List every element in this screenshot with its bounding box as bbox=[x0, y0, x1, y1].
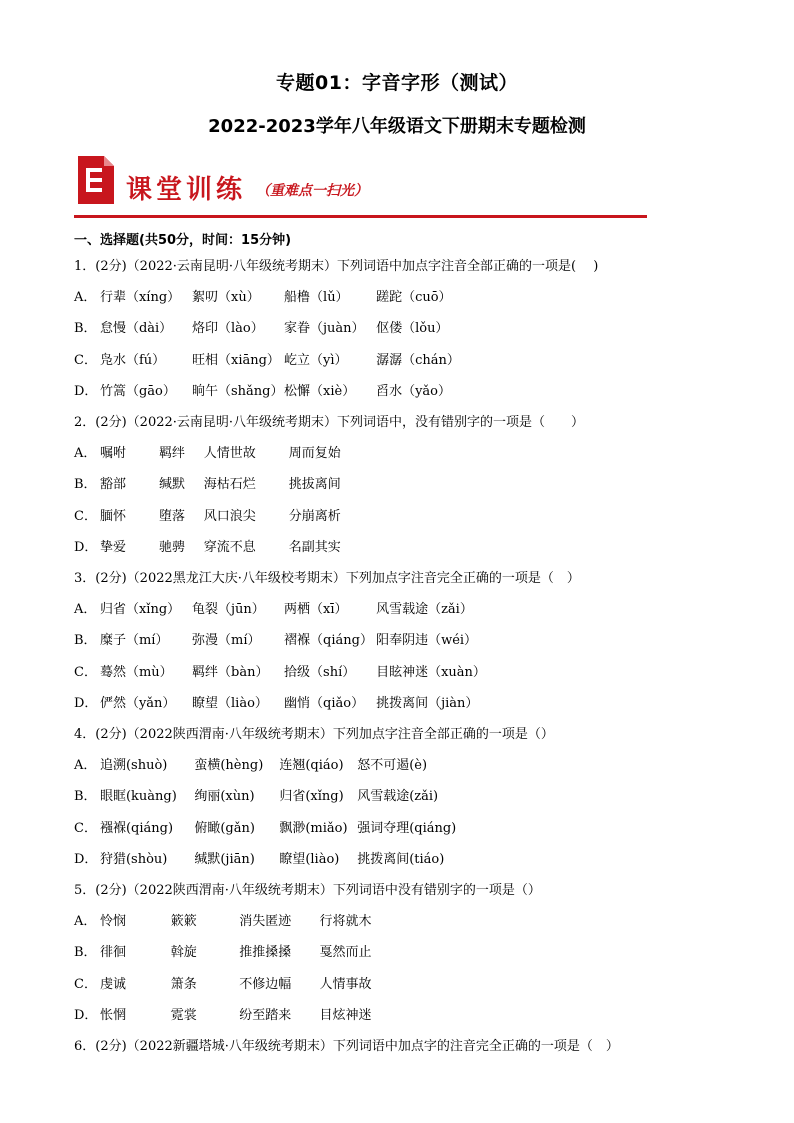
option-term: 家眷（juàn） bbox=[284, 321, 365, 337]
banner bbox=[74, 152, 654, 222]
option-term: 潺潺（chán） bbox=[376, 352, 460, 368]
question-stem: 1．(2分)（2022·云南昆明·八年级统考期末）下列词语中加点字注音全部正确的一项是( ) bbox=[74, 259, 599, 274]
option-term: 两栖（xī） bbox=[284, 602, 348, 618]
option-term: 挑拨离间(tiáo) bbox=[357, 851, 445, 867]
option-term: 推推搡搡 bbox=[239, 945, 292, 961]
option-term: 行将就木 bbox=[319, 914, 372, 930]
option-label: B． bbox=[74, 477, 97, 493]
option-term: 归省（xǐng） bbox=[99, 602, 181, 618]
option-term: 箫条 bbox=[170, 976, 197, 992]
option-term: 羁绊 bbox=[158, 446, 185, 462]
option-label: C． bbox=[74, 508, 97, 524]
option-term: 凫水（fú） bbox=[99, 352, 166, 368]
option-term: 挑拔离间 bbox=[288, 477, 341, 493]
option-term: 船橹（lǔ） bbox=[284, 290, 349, 306]
option-term: 归省(xǐng) bbox=[279, 789, 344, 805]
option-term: 弥漫（mí） bbox=[192, 633, 261, 649]
document-icon bbox=[74, 152, 118, 208]
option-term: 霓裳 bbox=[170, 1007, 197, 1023]
option-term: 纷至踏来 bbox=[239, 1007, 292, 1023]
option-label: A． bbox=[74, 602, 97, 618]
option-term: 舀水（yǎo） bbox=[376, 383, 451, 399]
question-stem: 5．(2分)（2022陕西渭南·八年级统考期末）下列词语中没有错别字的一项是（） bbox=[74, 883, 541, 898]
option-label: B． bbox=[74, 789, 97, 805]
option-term: 风口浪尖 bbox=[203, 508, 256, 524]
option-term: 强词夺理(qiáng) bbox=[357, 820, 457, 836]
option-term: 徘徊 bbox=[99, 945, 126, 961]
page-title: 专题01：字音字形（测试） bbox=[276, 72, 518, 94]
option-term: 斡旋 bbox=[170, 945, 197, 961]
option-term: 旺相（xiāng） bbox=[192, 352, 280, 368]
option-term: 竹篙（gāo） bbox=[99, 383, 176, 399]
option-term: 目炫神迷 bbox=[319, 1007, 372, 1023]
option-label: B． bbox=[74, 945, 97, 961]
option-term: 阳奉阴违（wéi） bbox=[376, 633, 478, 649]
question-stem: 3．(2分)（2022黑龙江大庆·八年级校考期末）下列加点字注音完全正确的一项是（ ） bbox=[74, 571, 580, 586]
banner-subtitle: （重难点一扫光） bbox=[256, 183, 368, 199]
question-stem: 4．(2分)（2022陕西渭南·八年级统考期末）下列加点字注音全部正确的一项是（） bbox=[74, 727, 554, 742]
option-term: 戛然而止 bbox=[319, 945, 372, 961]
option-term: 瞭望（liào） bbox=[192, 695, 268, 711]
option-term: 俯瞰(gǎn) bbox=[194, 820, 255, 836]
option-term: 怜悯 bbox=[99, 914, 126, 930]
option-term: 羁绊（bàn） bbox=[192, 664, 269, 680]
option-label: D． bbox=[74, 1007, 98, 1023]
option-term: 目眩神迷（xuàn） bbox=[376, 664, 486, 680]
option-term: 分崩离析 bbox=[288, 508, 341, 524]
option-term: 嘱咐 bbox=[99, 446, 126, 462]
option-term: 蛮横(hèng) bbox=[194, 758, 264, 774]
option-term: 豁部 bbox=[99, 477, 126, 493]
option-term: 消失匿迹 bbox=[239, 914, 292, 930]
banner-title: 课堂训练 bbox=[126, 175, 247, 205]
option-term: 连翘(qiáo) bbox=[279, 758, 344, 774]
option-term: 俨然（yǎn） bbox=[99, 695, 176, 711]
page-subtitle: 2022-2023学年八年级语文下册期末专题检测 bbox=[208, 116, 586, 137]
question-stem: 2．(2分)（2022·云南昆明·八年级统考期末）下列词语中，没有错别字的一项是（ ） bbox=[74, 415, 585, 430]
option-term: 虔诚 bbox=[99, 976, 126, 992]
option-term: 海枯石烂 bbox=[203, 477, 256, 493]
option-term: 缄默(jiān) bbox=[194, 851, 255, 867]
option-term: 眼眶(kuàng) bbox=[99, 789, 177, 805]
option-label: A． bbox=[74, 290, 97, 306]
option-label: C． bbox=[74, 976, 97, 992]
option-label: C． bbox=[74, 664, 97, 680]
option-term: 糜子（mí） bbox=[99, 633, 169, 649]
question-stem: 6．(2分)（2022新疆塔城·八年级统考期末）下列词语中加点字的注音完全正确的一项是（ ） bbox=[74, 1039, 619, 1054]
option-term: 絮叨（xù） bbox=[192, 290, 260, 306]
option-label: A． bbox=[74, 758, 97, 774]
option-term: 晌午（shǎng） bbox=[192, 383, 284, 399]
option-label: C． bbox=[74, 820, 97, 836]
option-term: 名副其实 bbox=[288, 539, 341, 555]
option-term: 腼怀 bbox=[99, 508, 126, 524]
option-term: 幽悄（qiǎo） bbox=[284, 695, 365, 711]
option-term: 挚爱 bbox=[99, 539, 126, 555]
option-term: 怠慢（dài） bbox=[99, 321, 173, 337]
option-term: 蹉跎（cuō） bbox=[376, 290, 452, 306]
option-term: 狩猎(shòu) bbox=[99, 851, 168, 867]
option-term: 缄默 bbox=[158, 477, 185, 493]
option-term: 瞭望(liào) bbox=[279, 851, 340, 867]
option-label: D． bbox=[74, 539, 98, 555]
option-term: 松懈（xiè） bbox=[284, 383, 356, 399]
option-term: 龟裂（jūn） bbox=[192, 602, 265, 618]
option-label: C． bbox=[74, 352, 97, 368]
section-title: 一、选择题(共50分，时间：15分钟) bbox=[74, 233, 292, 248]
option-label: D． bbox=[74, 695, 98, 711]
banner-divider bbox=[74, 215, 647, 218]
option-term: 怒不可遏(è) bbox=[357, 758, 428, 774]
option-term: 人情世故 bbox=[203, 446, 256, 462]
option-term: 穿流不息 bbox=[203, 539, 256, 555]
option-term: 襁褓(qiáng) bbox=[99, 820, 174, 836]
option-term: 不修边幅 bbox=[239, 976, 292, 992]
option-term: 褶褓（qiáng） bbox=[284, 633, 373, 649]
option-term: 挑拨离间（jiàn） bbox=[376, 695, 479, 711]
option-term: 簌簌 bbox=[170, 914, 197, 930]
option-term: 人情事故 bbox=[319, 976, 372, 992]
option-term: 烙印（lào） bbox=[192, 321, 264, 337]
option-label: A． bbox=[74, 446, 97, 462]
option-label: B． bbox=[74, 321, 97, 337]
option-term: 飘渺(miǎo) bbox=[279, 820, 348, 836]
option-term: 怅惘 bbox=[99, 1007, 126, 1023]
option-term: 拾级（shí） bbox=[284, 664, 356, 680]
option-term: 风雪载途(zǎi) bbox=[357, 789, 439, 805]
option-term: 周而复始 bbox=[288, 446, 341, 462]
option-term: 屹立（yì） bbox=[284, 352, 348, 368]
option-label: D． bbox=[74, 851, 98, 867]
option-term: 堕落 bbox=[158, 508, 185, 524]
option-term: 蓦然（mù） bbox=[99, 664, 173, 680]
option-label: B． bbox=[74, 633, 97, 649]
option-term: 绚丽(xùn) bbox=[194, 789, 255, 805]
option-term: 追溯(shuò) bbox=[99, 758, 168, 774]
option-term: 伛偻（lǒu） bbox=[376, 321, 449, 337]
option-term: 行辈（xíng） bbox=[99, 290, 181, 306]
option-term: 风雪载途（zǎi） bbox=[376, 602, 473, 618]
option-term: 驰骋 bbox=[158, 539, 185, 555]
option-label: D． bbox=[74, 383, 98, 399]
option-label: A． bbox=[74, 914, 97, 930]
